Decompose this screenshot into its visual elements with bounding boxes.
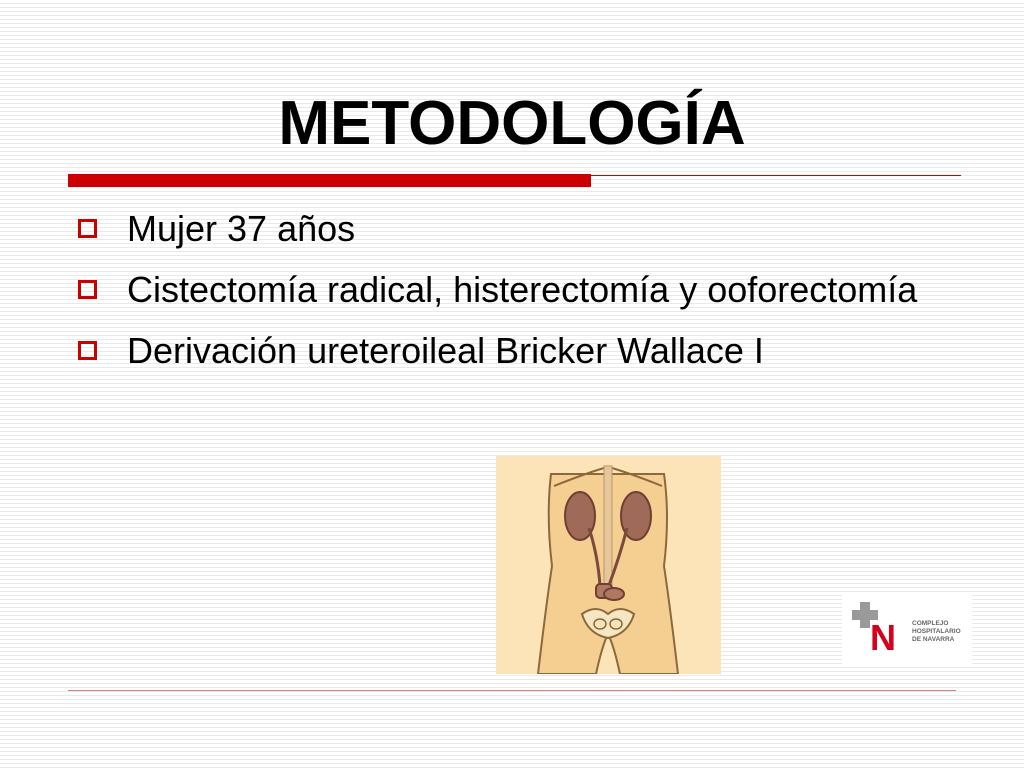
- hospital-cross-logo-icon: [842, 592, 912, 664]
- footer-rule: [68, 690, 956, 691]
- logo-text-line: HOSPITALARIO: [912, 628, 961, 635]
- bullet-item: [76, 266, 976, 314]
- logo-text: [912, 620, 961, 644]
- bullet-text: Mujer 37 años: [127, 208, 356, 249]
- urinary-diversion-illustration: [496, 456, 721, 674]
- bullet-text: Cistectomía radical, histerectomía y ooforectomía: [127, 269, 918, 310]
- square-bullet-icon: [78, 341, 97, 360]
- torso-anatomy-icon: [496, 456, 721, 674]
- hospital-logo: [842, 592, 972, 664]
- bullet-list: [76, 205, 976, 388]
- square-bullet-icon: [78, 280, 97, 299]
- bullet-item: [76, 205, 976, 253]
- title-underline-thick: [68, 174, 591, 187]
- logo-text-line: COMPLEJO: [912, 620, 949, 627]
- logo-text-line: DE NAVARRA: [912, 636, 955, 643]
- logo-letter: N: [870, 617, 896, 658]
- square-bullet-icon: [78, 219, 97, 238]
- bullet-item: [76, 327, 976, 375]
- bullet-text: Derivación ureteroileal Bricker Wallace I: [127, 330, 764, 371]
- slide-title: METODOLOGÍA: [278, 89, 746, 158]
- title-underline-thin: [591, 175, 961, 176]
